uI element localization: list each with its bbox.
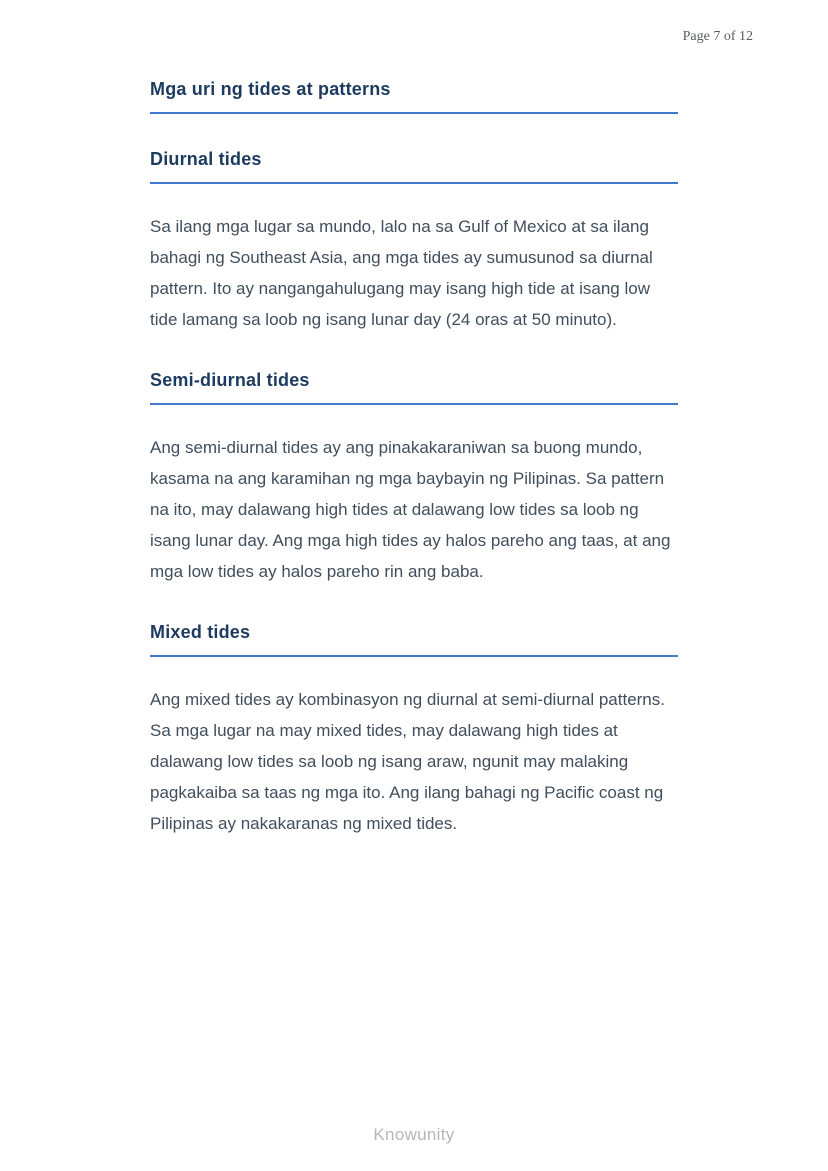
section-heading: Mixed tides — [150, 622, 251, 642]
section-paragraph: Ang semi-diurnal tides ay ang pinakakaraniwan sa buong mundo, kasama na ang karamihan ng mga baybayin ng Pilipinas. Sa pattern na ito, may dalawang high tides at dalawang low tides sa loob ng isang lunar day. Ang mga high tides ay halos pareho ang taas, at ang mga low tides ay halos pareho rin ang baba. — [150, 438, 671, 581]
section-rule — [150, 182, 678, 184]
section-diurnal-tides — [150, 148, 678, 335]
section-mixed-tides — [150, 621, 678, 839]
title-rule — [150, 112, 678, 114]
section-paragraph: Sa ilang mga lugar sa mundo, lalo na sa Gulf of Mexico at sa ilang bahagi ng Southeast Asia, ang mga tides ay sumusunod sa diurnal pattern. Ito ay nangangahulugang may isang high tide at isang low tide lamang sa loob ng isang lunar day (24 oras at 50 minuto). — [150, 217, 653, 329]
document-title: Mga uri ng tides at patterns — [150, 79, 391, 99]
section-rule — [150, 403, 678, 405]
section-semi-diurnal-tides — [150, 369, 678, 587]
section-heading: Diurnal tides — [150, 149, 262, 169]
footer-brand: Knowunity — [373, 1125, 455, 1144]
document-content — [150, 78, 678, 839]
page-number: Page 7 of 12 — [682, 29, 753, 44]
section-heading: Semi-diurnal tides — [150, 370, 310, 390]
section-rule — [150, 655, 678, 657]
section-paragraph: Ang mixed tides ay kombinasyon ng diurnal at semi-diurnal patterns. Sa mga lugar na may mixed tides, may dalawang high tides at dalawang low tides sa loob ng isang araw, ngunit may malaking pagkakaiba sa taas ng mga ito. Ang ilang bahagi ng Pacific coast ng Pilipinas ay nakakaranas ng mixed tides. — [150, 690, 665, 833]
